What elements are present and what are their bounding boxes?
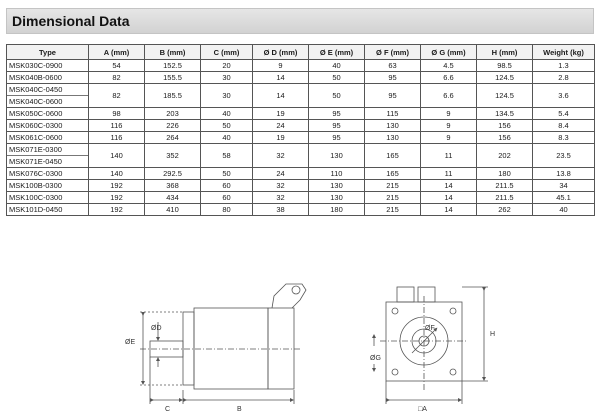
type-name: MSK071E-0450 <box>7 155 88 167</box>
column-header: Ø G (mm) <box>421 45 477 60</box>
value-cell: 9 <box>421 132 477 144</box>
value-cell: 180 <box>309 204 365 216</box>
column-header: H (mm) <box>477 45 533 60</box>
type-cell: MSK061C-0600 <box>7 132 89 144</box>
value-cell: 116 <box>89 120 145 132</box>
table-row <box>7 168 595 180</box>
value-cell: 60 <box>201 192 253 204</box>
value-cell: 40 <box>201 108 253 120</box>
value-cell: 24 <box>253 168 309 180</box>
value-cell: 32 <box>253 192 309 204</box>
type-cell: MSK076C-0300 <box>7 168 89 180</box>
value-cell: 130 <box>309 180 365 192</box>
type-name: MSK040C-0450 <box>9 85 63 94</box>
value-cell: 38 <box>253 204 309 216</box>
value-cell: 192 <box>89 180 145 192</box>
value-cell: 8.3 <box>533 132 595 144</box>
type-cell: MSK101D-0450 <box>7 204 89 216</box>
column-header: B (mm) <box>145 45 201 60</box>
value-cell: 6.6 <box>421 84 477 108</box>
value-cell: 115 <box>365 108 421 120</box>
value-cell: 58 <box>201 144 253 168</box>
value-cell: 155.5 <box>145 72 201 84</box>
value-cell: 130 <box>309 192 365 204</box>
table-row <box>7 144 595 168</box>
value-cell: 140 <box>89 168 145 180</box>
value-cell: 82 <box>89 84 145 108</box>
value-cell: 30 <box>201 72 253 84</box>
value-cell: 30 <box>201 84 253 108</box>
value-cell: 185.5 <box>145 84 201 108</box>
value-cell: 140 <box>89 144 145 168</box>
label-height-h: H <box>490 331 496 338</box>
label-diameter-f: ØF <box>425 325 435 332</box>
label-diameter-g: ØG <box>370 355 381 362</box>
value-cell: 203 <box>145 108 201 120</box>
value-cell: 95 <box>365 84 421 108</box>
value-cell: 95 <box>365 72 421 84</box>
label-length-c: C <box>165 406 171 413</box>
table-header-row <box>7 45 595 60</box>
value-cell: 116 <box>89 132 145 144</box>
value-cell: 40 <box>309 60 365 72</box>
value-cell: 215 <box>365 192 421 204</box>
type-cell: MSK050C-0600 <box>7 108 89 120</box>
value-cell: 50 <box>309 72 365 84</box>
value-cell: 40 <box>201 132 253 144</box>
type-cell <box>7 144 89 168</box>
table-row <box>7 204 595 216</box>
value-cell: 60 <box>201 180 253 192</box>
value-cell: 11 <box>421 168 477 180</box>
section-title: Dimensional Data <box>12 13 130 29</box>
value-cell: 63 <box>365 60 421 72</box>
value-cell: 45.1 <box>533 192 595 204</box>
label-length-b: B <box>237 406 242 413</box>
value-cell: 32 <box>253 144 309 168</box>
value-cell: 134.5 <box>477 108 533 120</box>
value-cell: 6.6 <box>421 72 477 84</box>
value-cell: 410 <box>145 204 201 216</box>
column-header: C (mm) <box>201 45 253 60</box>
value-cell: 4.5 <box>421 60 477 72</box>
value-cell: 215 <box>365 204 421 216</box>
value-cell: 165 <box>365 144 421 168</box>
value-cell: 24 <box>253 120 309 132</box>
value-cell: 262 <box>477 204 533 216</box>
value-cell: 14 <box>421 180 477 192</box>
label-diameter-d: ØD <box>151 325 162 332</box>
value-cell: 264 <box>145 132 201 144</box>
value-cell: 352 <box>145 144 201 168</box>
value-cell: 50 <box>201 120 253 132</box>
value-cell: 14 <box>253 72 309 84</box>
value-cell: 110 <box>309 168 365 180</box>
value-cell: 95 <box>309 108 365 120</box>
label-diameter-e: ØE <box>125 339 136 346</box>
value-cell: 124.5 <box>477 72 533 84</box>
value-cell: 34 <box>533 180 595 192</box>
front-view-drawing <box>374 287 488 404</box>
value-cell: 11 <box>421 144 477 168</box>
value-cell: 95 <box>309 132 365 144</box>
value-cell: 14 <box>421 192 477 204</box>
value-cell: 434 <box>145 192 201 204</box>
value-cell: 2.8 <box>533 72 595 84</box>
column-header-type: Type <box>7 45 89 60</box>
value-cell: 5.4 <box>533 108 595 120</box>
value-cell: 98.5 <box>477 60 533 72</box>
value-cell: 32 <box>253 180 309 192</box>
value-cell: 80 <box>201 204 253 216</box>
value-cell: 50 <box>201 168 253 180</box>
value-cell: 19 <box>253 108 309 120</box>
table-row <box>7 72 595 84</box>
value-cell: 165 <box>365 168 421 180</box>
value-cell: 368 <box>145 180 201 192</box>
value-cell: 20 <box>201 60 253 72</box>
value-cell: 50 <box>309 84 365 108</box>
value-cell: 19 <box>253 132 309 144</box>
value-cell: 23.5 <box>533 144 595 168</box>
value-cell: 3.6 <box>533 84 595 108</box>
table-row <box>7 60 595 72</box>
value-cell: 40 <box>533 204 595 216</box>
value-cell: 192 <box>89 192 145 204</box>
value-cell: 156 <box>477 132 533 144</box>
table-row <box>7 120 595 132</box>
value-cell: 124.5 <box>477 84 533 108</box>
value-cell: 130 <box>365 120 421 132</box>
value-cell: 152.5 <box>145 60 201 72</box>
value-cell: 226 <box>145 120 201 132</box>
value-cell: 95 <box>309 120 365 132</box>
value-cell: 13.8 <box>533 168 595 180</box>
table-row <box>7 180 595 192</box>
value-cell: 192 <box>89 204 145 216</box>
value-cell: 215 <box>365 180 421 192</box>
value-cell: 1.3 <box>533 60 595 72</box>
column-header: Weight (kg) <box>533 45 595 60</box>
value-cell: 202 <box>477 144 533 168</box>
type-cell: MSK100C-0300 <box>7 192 89 204</box>
column-header: A (mm) <box>89 45 145 60</box>
type-cell: MSK060C-0300 <box>7 120 89 132</box>
table-body <box>7 60 595 216</box>
value-cell: 82 <box>89 72 145 84</box>
value-cell: 9 <box>421 120 477 132</box>
value-cell: 14 <box>421 204 477 216</box>
value-cell: 8.4 <box>533 120 595 132</box>
table-row <box>7 108 595 120</box>
column-header: Ø D (mm) <box>253 45 309 60</box>
dimensions-table <box>6 44 595 216</box>
type-cell <box>7 84 89 108</box>
side-view-drawing <box>140 284 306 404</box>
table-row <box>7 84 595 108</box>
value-cell: 211.5 <box>477 180 533 192</box>
value-cell: 292.5 <box>145 168 201 180</box>
value-cell: 98 <box>89 108 145 120</box>
value-cell: 14 <box>253 84 309 108</box>
value-cell: 156 <box>477 120 533 132</box>
value-cell: 180 <box>477 168 533 180</box>
value-cell: 54 <box>89 60 145 72</box>
type-cell: MSK040B-0600 <box>7 72 89 84</box>
value-cell: 9 <box>421 108 477 120</box>
column-header: Ø E (mm) <box>309 45 365 60</box>
value-cell: 130 <box>365 132 421 144</box>
label-square-a: □A <box>418 406 427 413</box>
column-header: Ø F (mm) <box>365 45 421 60</box>
type-name: MSK040C-0600 <box>7 95 88 107</box>
table-row <box>7 192 595 204</box>
type-name: MSK071E-0300 <box>9 145 62 154</box>
type-cell: MSK100B-0300 <box>7 180 89 192</box>
section-header <box>6 8 594 34</box>
table-row <box>7 132 595 144</box>
value-cell: 9 <box>253 60 309 72</box>
value-cell: 130 <box>309 144 365 168</box>
type-cell: MSK030C-0900 <box>7 60 89 72</box>
value-cell: 211.5 <box>477 192 533 204</box>
